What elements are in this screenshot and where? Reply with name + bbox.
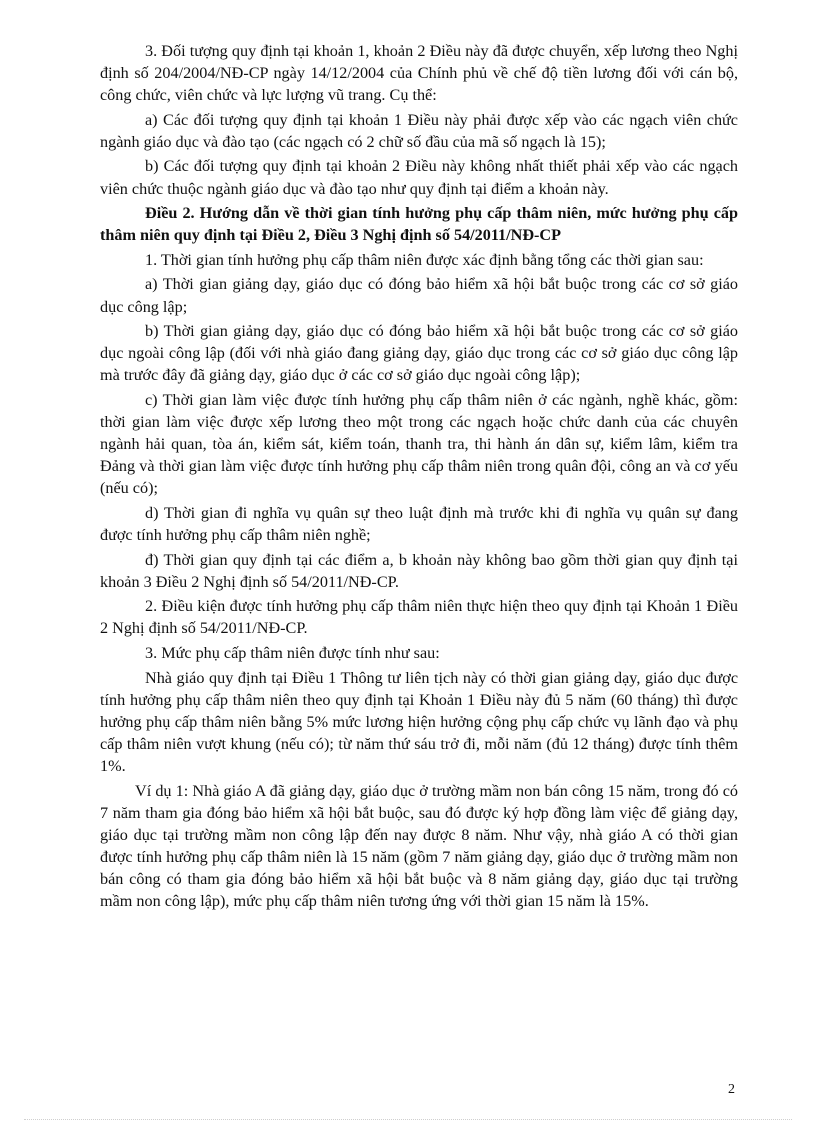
article-2-heading: Điều 2. Hướng dẫn về thời gian tính hưởng phụ cấp thâm niên, mức hưởng phụ cấp thâm niên quy định tại Điều 2, Điều 3 Nghị định số 54/2011/NĐ-CP (100, 204, 738, 245)
paragraph-art2-point-c: c) Thời gian làm việc được tính hưởng phụ cấp thâm niên ở các ngành, nghề khác, gồm: thời gian làm việc được xếp lương theo một trong các ngạch hoặc chức danh của các chuyên ngành hải quan, tòa án, kiểm sát, kiểm toán, thanh tra, thi hành án dân sự, kiểm lâm, kiểm tra Đảng và thời gian làm việc được tính hưởng phụ cấp thâm niên trong quân đội, công an và cơ yếu (nếu có); (100, 390, 738, 498)
paragraph-art2-clause-1: 1. Thời gian tính hưởng phụ cấp thâm niên được xác định bằng tổng các thời gian sau: (145, 250, 704, 269)
paragraph-art2-point-d: d) Thời gian đi nghĩa vụ quân sự theo luật định mà trước khi đi nghĩa vụ quân sự đang được tính hưởng phụ cấp thâm niên nghề; (100, 503, 738, 544)
paragraph-point-a: a) Các đối tượng quy định tại khoản 1 Điều này phải được xếp vào các ngạch viên chức ngành giáo dục và đào tạo (các ngạch có 2 chữ số đầu của mã số ngạch là 15); (100, 110, 738, 151)
paragraph-point-b: b) Các đối tượng quy định tại khoản 2 Điều này không nhất thiết phải xếp vào các ngạch viên chức thuộc ngành giáo dục và đào tạo như quy định tại điểm a khoản này. (100, 157, 738, 198)
paragraph-art2-clause-3: 3. Mức phụ cấp thâm niên được tính như sau: (145, 643, 440, 662)
paragraph-art2-point-b: b) Thời gian giảng dạy, giáo dục có đóng bảo hiểm xã hội bắt buộc trong các cơ sở giáo dục ngoài công lập (đối với nhà giáo đang giảng dạy, giáo dục trong các cơ sở giáo dục công lập mà trước đây đã giảng dạy, giáo dục ở các cơ sở giáo dục ngoài công lập); (100, 322, 738, 385)
paragraph-example-1: Ví dụ 1: Nhà giáo A đã giảng dạy, giáo dục ở trường mầm non bán công 15 năm, trong đó có 7 năm tham gia đóng bảo hiểm xã hội bắt buộc, sau đó được ký hợp đồng làm việc để giảng dạy, giáo dục tại trường mầm non công lập đến nay được 8 năm. Như vậy, nhà giáo A có thời gian được tính hưởng phụ cấp thâm niên là 15 năm (gồm 7 năm giảng dạy, giáo dục ở trường mầm non bán công có tham gia đóng bảo hiểm xã hội bắt buộc và 8 năm giảng dạy, giáo dục tại trường mầm non công lập), mức phụ cấp thâm niên tương ứng với thời gian 15 năm là 15%. (100, 781, 738, 910)
page-number: 2 (728, 1082, 735, 1097)
paragraph-allowance-rate: Nhà giáo quy định tại Điều 1 Thông tư liên tịch này có thời gian giảng dạy, giáo dục được tính hưởng phụ cấp thâm niên theo quy định tại Khoản 1 Điều này đủ 5 năm (60 tháng) thì được hưởng phụ cấp thâm niên bằng 5% mức lương hiện hưởng cộng phụ cấp chức vụ lãnh đạo và phụ cấp thâm niên vượt khung (nếu có); từ năm thứ sáu trở đi, mỗi năm (đủ 12 tháng) được tính thêm 1%. (100, 668, 738, 775)
document-page (100, 40, 738, 915)
paragraph-art2-clause-2: 2. Điều kiện được tính hưởng phụ cấp thâm niên thực hiện theo quy định tại Khoản 1 Điều 2 Nghị định số 54/2011/NĐ-CP. (100, 597, 738, 638)
paragraph-clause-3: 3. Đối tượng quy định tại khoản 1, khoản 2 Điều này đã được chuyển, xếp lương theo Nghị định số 204/2004/NĐ-CP ngày 14/12/2004 của Chính phủ về chế độ tiền lương đối với cán bộ, công chức, viên chức và lực lượng vũ trang. Cụ thể: (100, 42, 738, 105)
page-bottom-divider (24, 1119, 792, 1120)
paragraph-art2-point-a: a) Thời gian giảng dạy, giáo dục có đóng bảo hiểm xã hội bắt buộc trong các cơ sở giáo dục công lập; (100, 275, 738, 316)
paragraph-art2-point-dd: đ) Thời gian quy định tại các điểm a, b khoản này không bao gồm thời gian quy định tại khoản 3 Điều 2 Nghị định số 54/2011/NĐ-CP. (100, 550, 738, 591)
